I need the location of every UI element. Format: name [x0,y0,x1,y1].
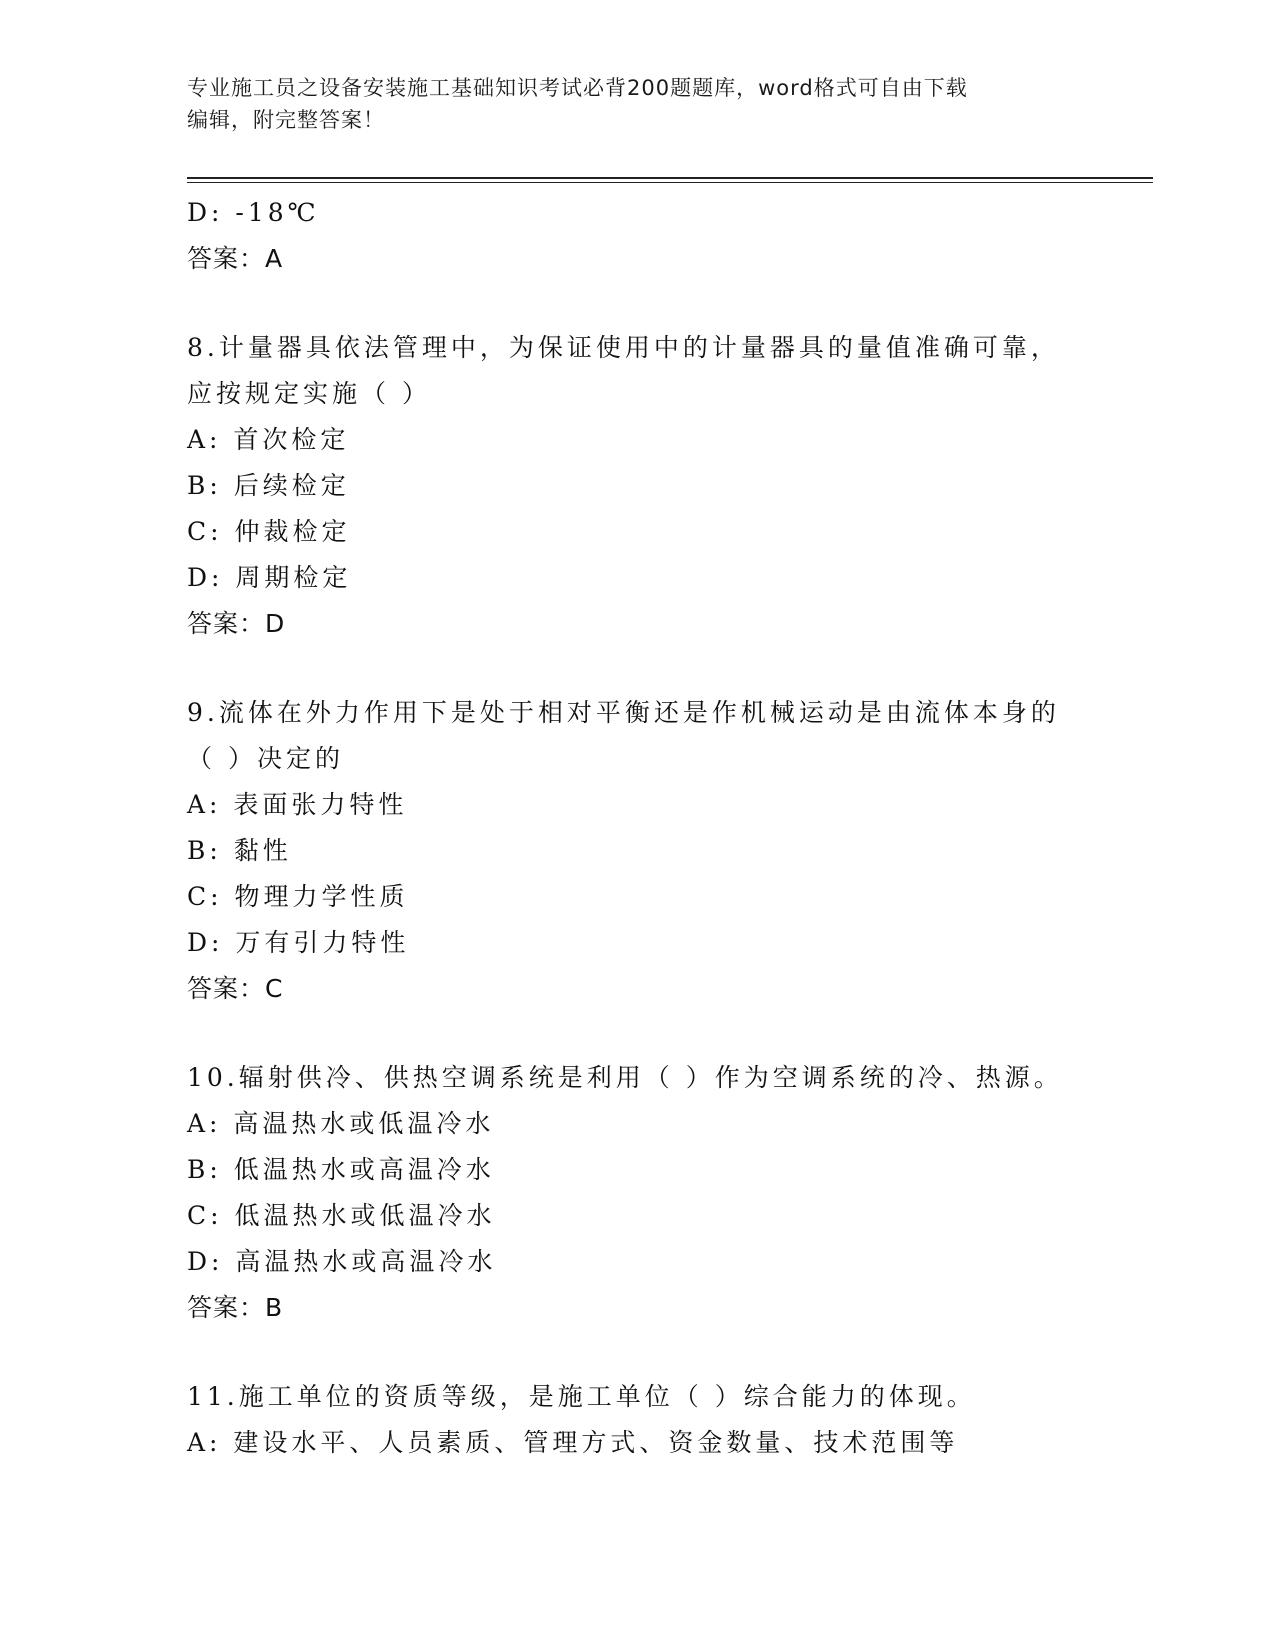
question-stem: 11.施工单位的资质等级，是施工单位（ ）综合能力的体现。 [187,1382,976,1411]
option-a: A: 表面张力特性 [187,790,408,819]
prev-question-answer: 答案：A [187,244,284,273]
question-stem: 10.辐射供冷、供热空调系统是利用（ ）作为空调系统的冷、热源。 [187,1063,1063,1092]
prev-question-option-d: D: -18℃ [187,198,320,227]
question-list [187,190,1153,1466]
header-title-line-2: 编辑，附完整答案！ [187,108,385,132]
question-stem: 8.计量器具依法管理中，为保证使用中的计量器具的量值准确可靠， [187,333,1060,362]
question-stem: 应按规定实施（ ） [187,379,431,408]
option-a: A: 首次检定 [187,425,350,454]
option-d: D: 万有引力特性 [187,928,410,957]
question-stem: 9.流体在外力作用下是处于相对平衡还是作机械运动是由流体本身的 [187,698,1060,727]
question-10 [187,1055,1153,1331]
option-c: C: 低温热水或低温冷水 [187,1201,496,1230]
option-a: A: 高温热水或低温冷水 [187,1109,495,1138]
option-b: B: 低温热水或高温冷水 [187,1155,495,1184]
question-9 [187,690,1153,1012]
header-divider-thick [187,177,1153,179]
option-c: C: 仲裁检定 [187,517,351,546]
question-8 [187,325,1153,647]
header-title-line-1: 专业施工员之设备安装施工基础知识考试必背200题题库，word格式可自由下载 [187,76,968,100]
question-stem: （ ）决定的 [187,744,344,773]
answer: 答案：B [187,1293,284,1322]
option-d: D: 高温热水或高温冷水 [187,1247,497,1276]
option-b: B: 后续检定 [187,471,350,500]
option-a: A: 建设水平、人员素质、管理方式、资金数量、技术范围等 [187,1428,959,1457]
answer: 答案：C [187,974,284,1003]
answer: 答案：D [187,609,286,638]
option-b: B: 黏性 [187,836,292,865]
option-c: C: 物理力学性质 [187,882,409,911]
header-divider-thin [187,182,1153,183]
question-11 [187,1374,1153,1466]
document-header [187,72,1087,136]
option-d: D: 周期检定 [187,563,352,592]
